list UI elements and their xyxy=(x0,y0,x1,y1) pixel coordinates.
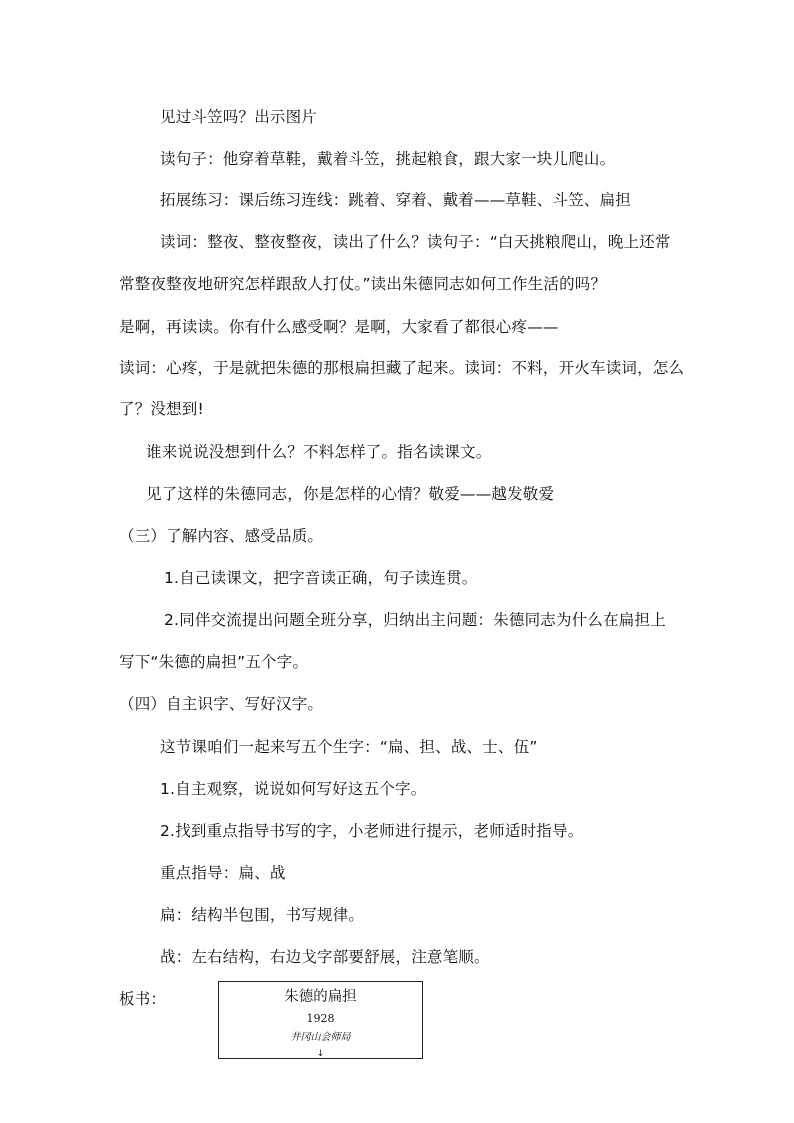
text-line: 了？没想到! xyxy=(119,400,204,418)
text-line: 1.自主观察，说说如何写好这五个字。 xyxy=(160,780,427,798)
text-line: 战：左右结构，右边戈字部要舒展，注意笔顺。 xyxy=(160,948,490,966)
section-heading: （四）自主识字、写好汉字。 xyxy=(119,695,324,713)
board-label: 板书： xyxy=(119,990,167,1008)
board-place: 井冈山会师局 xyxy=(290,1032,351,1043)
text-line: 扁：结构半包围，书写规律。 xyxy=(160,906,365,924)
text-line: 读句子：他穿着草鞋，戴着斗笠，挑起粮食，跟大家一块儿爬山。 xyxy=(160,150,616,168)
text-line: 重点指导：扁、战 xyxy=(160,864,286,882)
board-year: 1928 xyxy=(306,1012,335,1025)
text-line: 拓展练习：课后练习连线：跳着、穿着、戴着——草鞋、斗笠、扁担 xyxy=(160,191,632,209)
text-line: 谁来说说没想到什么？不料怎样了。指名读课文。 xyxy=(146,443,492,461)
text-line: 写下“朱德的扁担”五个字。 xyxy=(119,653,309,671)
text-line: 2.找到重点指导书写的字，小老师进行提示，老师适时指导。 xyxy=(160,822,584,840)
board-title: 朱德的扁担 xyxy=(284,989,357,1005)
text-line: 读词：心疼，于是就把朱德的那根扁担藏了起来。读词：不料，开火车读词，怎么 xyxy=(119,359,685,377)
text-line: 见过斗笠吗？出示图片 xyxy=(160,108,318,126)
text-line: 2.同伴交流提出问题全班分享，归纳出主问题：朱德同志为什么在扁担上 xyxy=(164,611,666,629)
text-line: 这节课咱们一起来写五个生字：“扁、担、战、士、伍” xyxy=(160,738,538,756)
text-line: 常整夜整夜地研究怎样跟敌人打仗。”读出朱德同志如何工作生活的吗？ xyxy=(119,275,607,293)
text-line: 是啊，再读读。你有什么感受啊？是啊，大家看了都很心疼—— xyxy=(119,318,559,336)
text-line: 见了这样的朱德同志，你是怎样的心情？敬爱——越发敬爱 xyxy=(146,485,555,503)
blackboard-box xyxy=(218,981,423,1059)
board-cut-text: ↓ xyxy=(316,1049,325,1059)
text-line: 1.自己读课文，把字音读正确，句子读连贯。 xyxy=(164,569,478,587)
section-heading: （三）了解内容、感受品质。 xyxy=(119,527,324,545)
text-line: 读词：整夜、整夜整夜，读出了什么？读句子：“白天挑粮爬山，晚上还常 xyxy=(160,233,671,251)
